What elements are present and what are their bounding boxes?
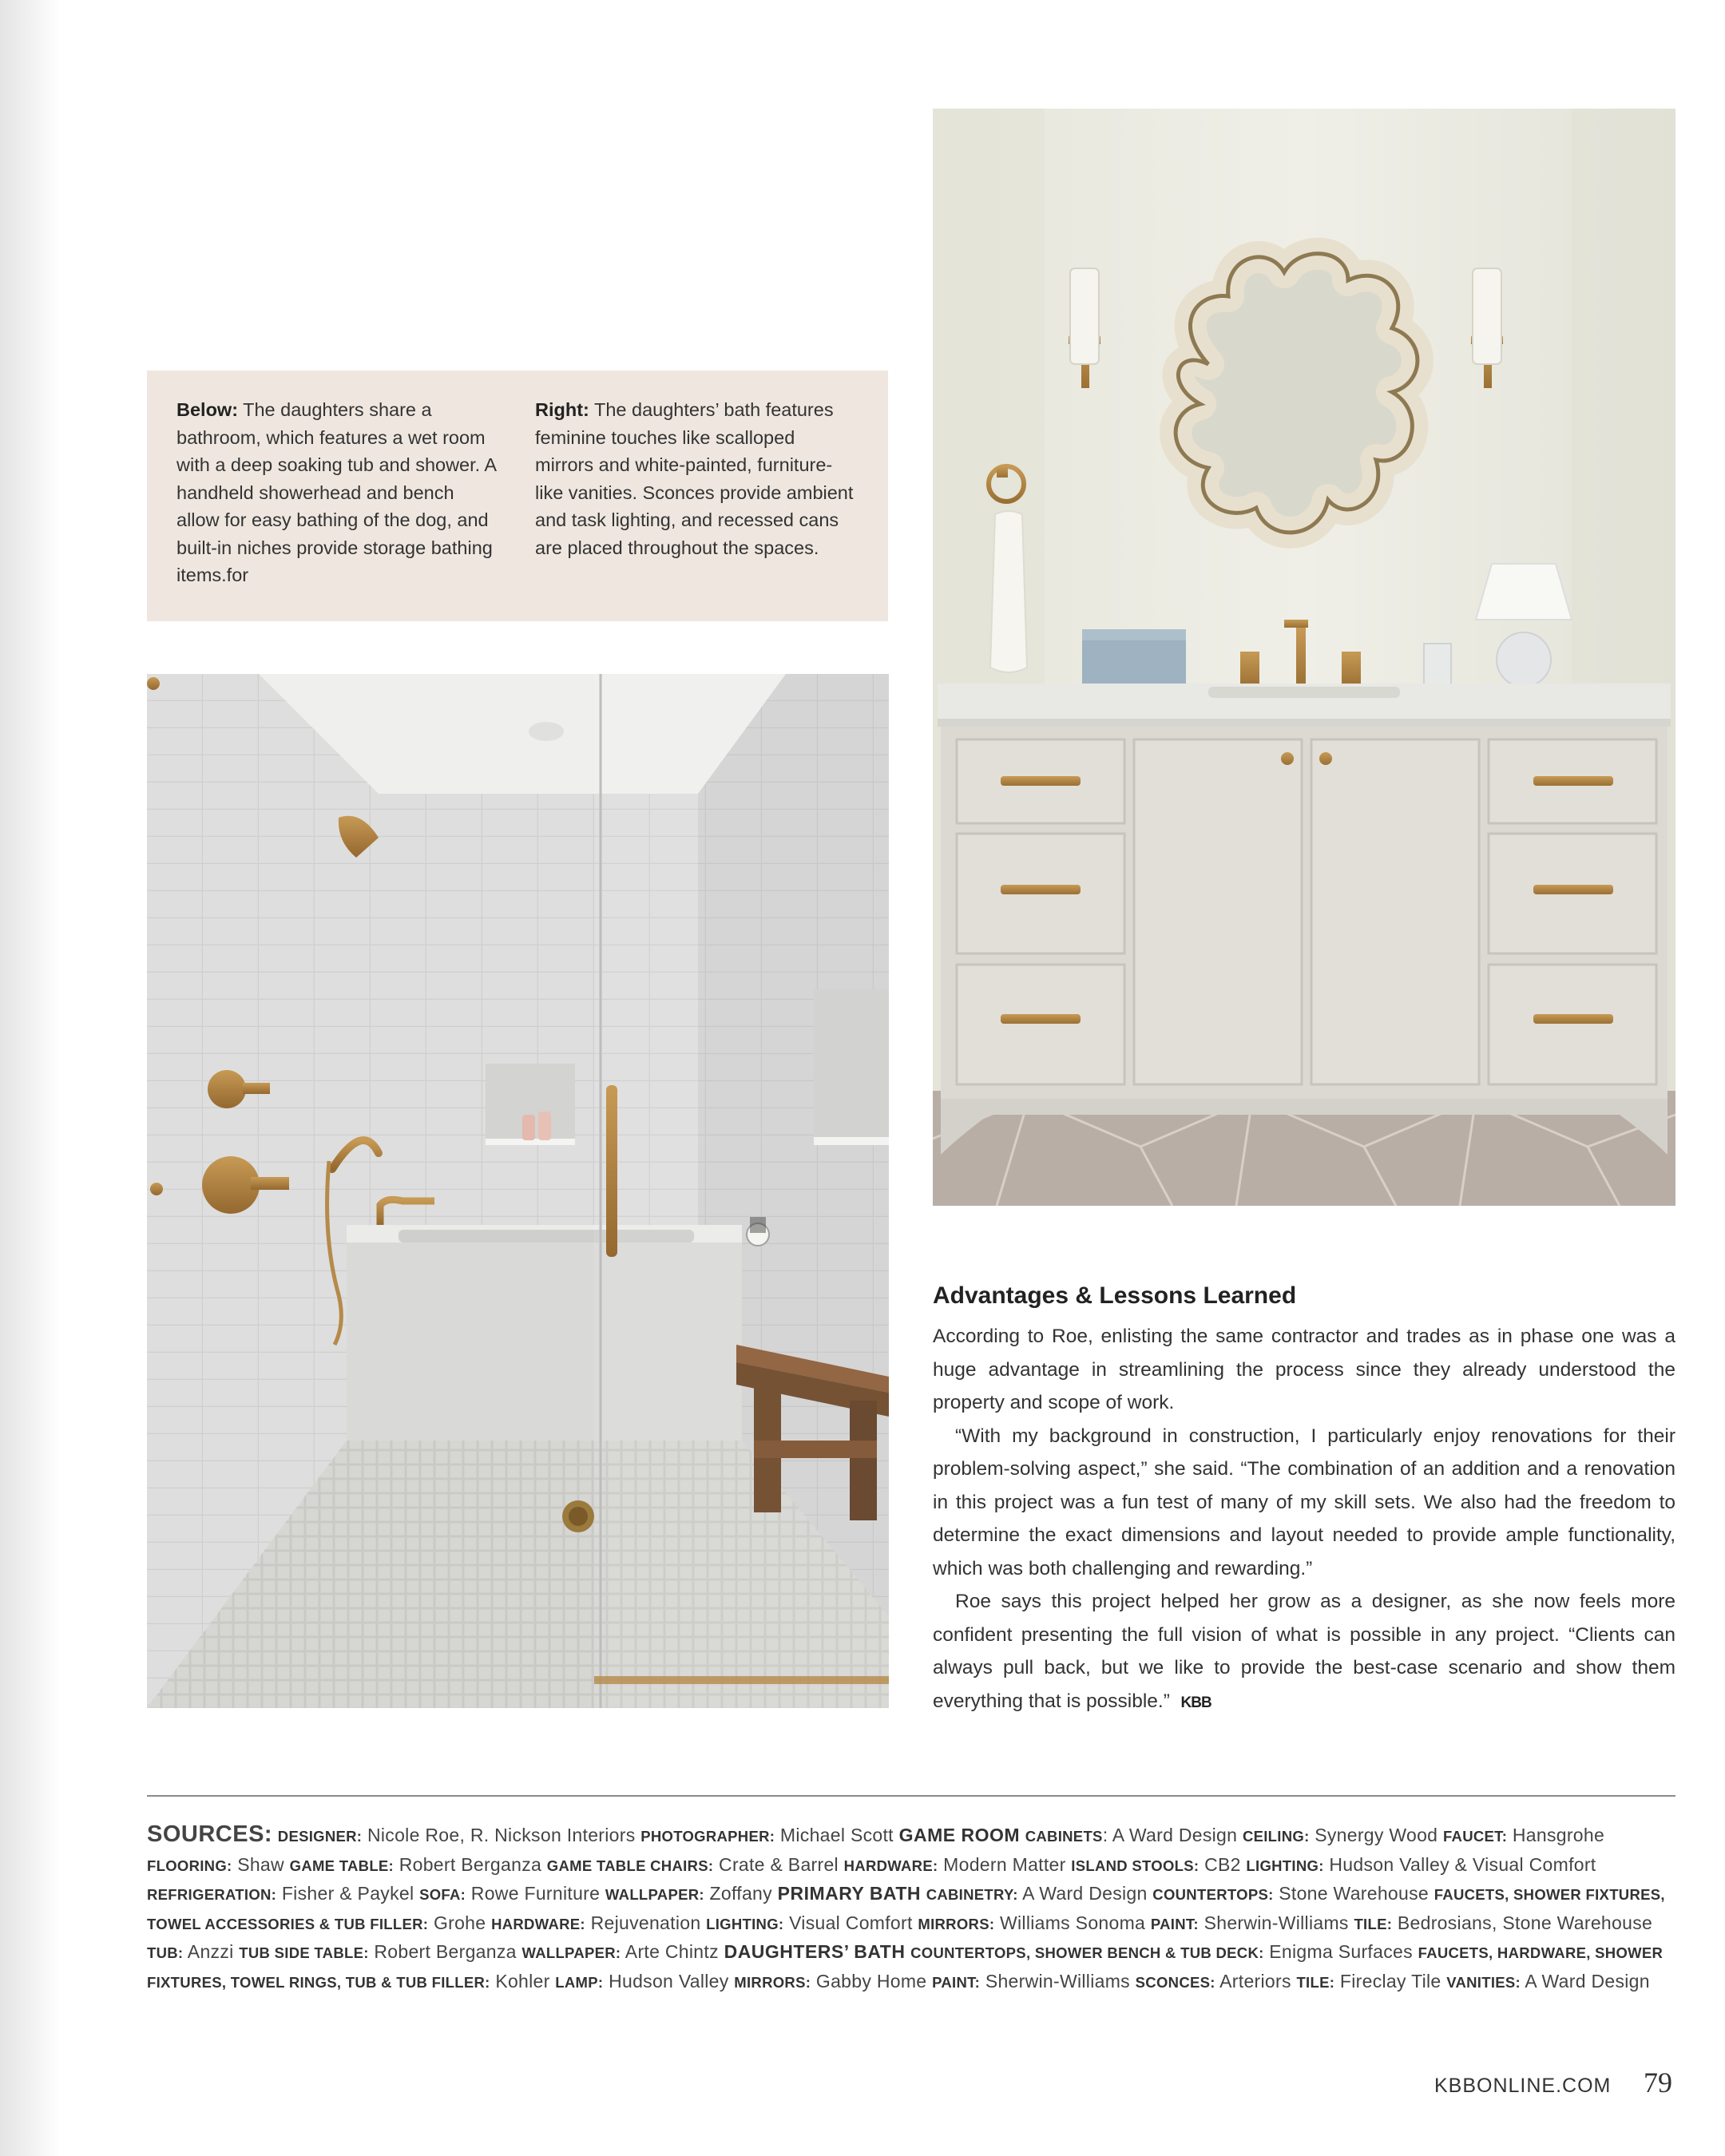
source-value: Hansgrohe [1507,1825,1605,1845]
shower-photo-illustration [147,674,889,1708]
source-category: CABINETRY: [926,1886,1018,1903]
source-category: WALLPAPER: [521,1944,621,1961]
source-value: Crate & Barrel [713,1853,844,1875]
caption-below [176,396,496,589]
source-category: LIGHTING: [706,1915,784,1932]
sources-title: SOURCES: [147,1821,273,1847]
source-value: Robert Berganza [368,1941,522,1962]
footer-website: KBBONLINE.COM [1434,2075,1612,2097]
source-value: Shaw [232,1853,290,1875]
source-value: Williams Sonoma [994,1912,1151,1933]
source-value: Robert Berganza [394,1853,547,1875]
source-category: TILE: [1296,1973,1335,1991]
page-gutter-shadow [0,0,60,2156]
source-value: Gabby Home [811,1970,933,1992]
source-value: A Ward Design [1521,1970,1650,1992]
article [933,1280,1675,1719]
source-category: ISLAND STOOLS: [1071,1857,1200,1874]
source-room: DAUGHTERS’ BATH [724,1941,906,1962]
source-category: PAINT: [1150,1915,1199,1932]
article-paragraph-2: “With my background in construction, I particularly enjoy renovations for their problem-solving aspect,” she said. “The combination of an addition and a renovation in this project was a fun test of many of my skill sets. We also had the freedom to determine the exact dimensions and layout needed to provide ample functionality, which was both challenging and rewarding.” [933,1425,1675,1579]
source-room: PRIMARY BATH [777,1883,921,1904]
source-category: LIGHTING: [1246,1857,1324,1874]
source-value: Kohler [490,1970,556,1992]
article-paragraph-1: According to Roe, enlisting the same contractor and trades as in phase one was a huge advantage in streamlining the process since they already understood the property and scope of work. [933,1326,1675,1413]
source-category: MIRRORS: [918,1915,995,1932]
kbb-end-mark: KBB [1180,1694,1211,1711]
source-value: Hudson Valley & Visual Comfort [1323,1853,1596,1875]
source-value: Sherwin-Williams [980,1970,1136,1992]
source-value [921,1883,926,1904]
source-category: HARDWARE: [843,1857,938,1874]
source-category: TILE: [1354,1915,1393,1932]
source-value: Zoffany [704,1883,778,1904]
source-value: Grohe [428,1912,492,1933]
source-category: TUB SIDE TABLE: [239,1944,369,1961]
source-value: Rejuvenation [585,1912,707,1933]
source-value: Anzzi [183,1941,240,1962]
source-category: VANITIES: [1446,1973,1521,1991]
source-category: COUNTERTOPS: [1152,1886,1274,1903]
source-value: Arte Chintz [621,1941,724,1962]
source-category: REFRIGERATION: [147,1886,277,1903]
source-value: Arteriors [1215,1970,1297,1992]
source-value: Sherwin-Williams [1198,1912,1354,1933]
source-category: FAUCETS, HARDWARE, SHOWER FIXTURES, TOWEL RINGS, TUB & TUB FILLER: [147,1944,1664,1991]
source-category: PHOTOGRAPHER: [640,1828,775,1845]
source-value: Bedrosians, Stone Warehouse [1392,1912,1653,1933]
source-category: FAUCET: [1442,1828,1508,1845]
page-number: 79 [1644,2067,1672,2099]
caption-right [535,396,855,561]
caption-below-text: The daughters share a bathroom, which features a wet room with a deep soaking tub and shower. A handheld showerhead and bench allow for easy bathing of the dog, and built-in niches provide storage bathing items.for [176,399,496,585]
article-heading: Advantages & Lessons Learned [933,1282,1297,1309]
source-category: SOFA: [419,1886,466,1903]
source-value: Visual Comfort [783,1912,918,1933]
source-category: MIRRORS: [734,1973,811,1991]
source-category: TUB: [147,1944,184,1961]
source-category: FLOORING: [147,1857,232,1874]
source-value: Michael Scott [775,1825,899,1845]
source-category: CEILING: [1242,1828,1310,1845]
article-paragraph-3 [933,1585,1675,1719]
source-category: PAINT: [932,1973,981,1991]
source-value [1020,1825,1025,1845]
source-category: GAME TABLE: [289,1857,395,1874]
caption-right-label: Right: [535,399,589,420]
source-value: Fisher & Paykel [276,1883,420,1904]
caption-right-text: The daughters’ bath features feminine touches like scalloped mirrors and white-painted, furniture-like vanities. Sconces provide ambient and task lighting, and recessed cans are placed throughout the spaces. [535,399,854,558]
source-category: GAME TABLE CHAIRS: [546,1857,714,1874]
source-value: Nicole Roe, R. Nickson Interiors [362,1825,641,1845]
sources-list [147,1825,1665,1992]
source-room: GAME ROOM [898,1825,1021,1845]
source-value: Modern Matter [938,1853,1072,1875]
source-value: Hudson Valley [603,1970,735,1992]
source-value: Rowe Furniture [466,1883,605,1904]
source-category: CABINETS [1025,1828,1103,1845]
source-category: HARDWARE: [491,1915,585,1932]
article-paragraph-3-text: Roe says this project helped her grow as a designer, as she now feels more confident presenting the full vision of what is possible in any project. “Clients can always pull back, but we like to provide the best-case scenario and show them everything that is possible.” [933,1591,1675,1712]
source-value: : A Ward Design [1102,1825,1243,1845]
source-category: LAMP: [555,1973,604,1991]
source-category: FAUCETS, SHOWER FIXTURES, TOWEL ACCESSORIES & TUB FILLER: [147,1886,1665,1932]
sources-block [147,1821,1675,1996]
source-value: CB2 [1199,1853,1247,1875]
source-value: Synergy Wood [1309,1825,1443,1845]
source-value: Enigma Surfaces [1263,1941,1418,1962]
source-category: DESIGNER: [277,1828,363,1845]
source-value: Fireclay Tile [1334,1970,1447,1992]
source-category: COUNTERTOPS, SHOWER BENCH & TUB DECK: [910,1944,1264,1961]
vanity-photo-illustration [933,109,1675,1206]
source-value: A Ward Design [1017,1883,1153,1904]
sources-divider [147,1795,1675,1797]
source-category: WALLPAPER: [605,1886,704,1903]
caption-below-label: Below: [176,399,239,420]
caption-box [147,371,888,621]
source-value: Stone Warehouse [1273,1883,1434,1904]
shower-photo [147,674,889,1708]
source-category: SCONCES: [1135,1973,1215,1991]
vanity-photo [933,109,1675,1206]
